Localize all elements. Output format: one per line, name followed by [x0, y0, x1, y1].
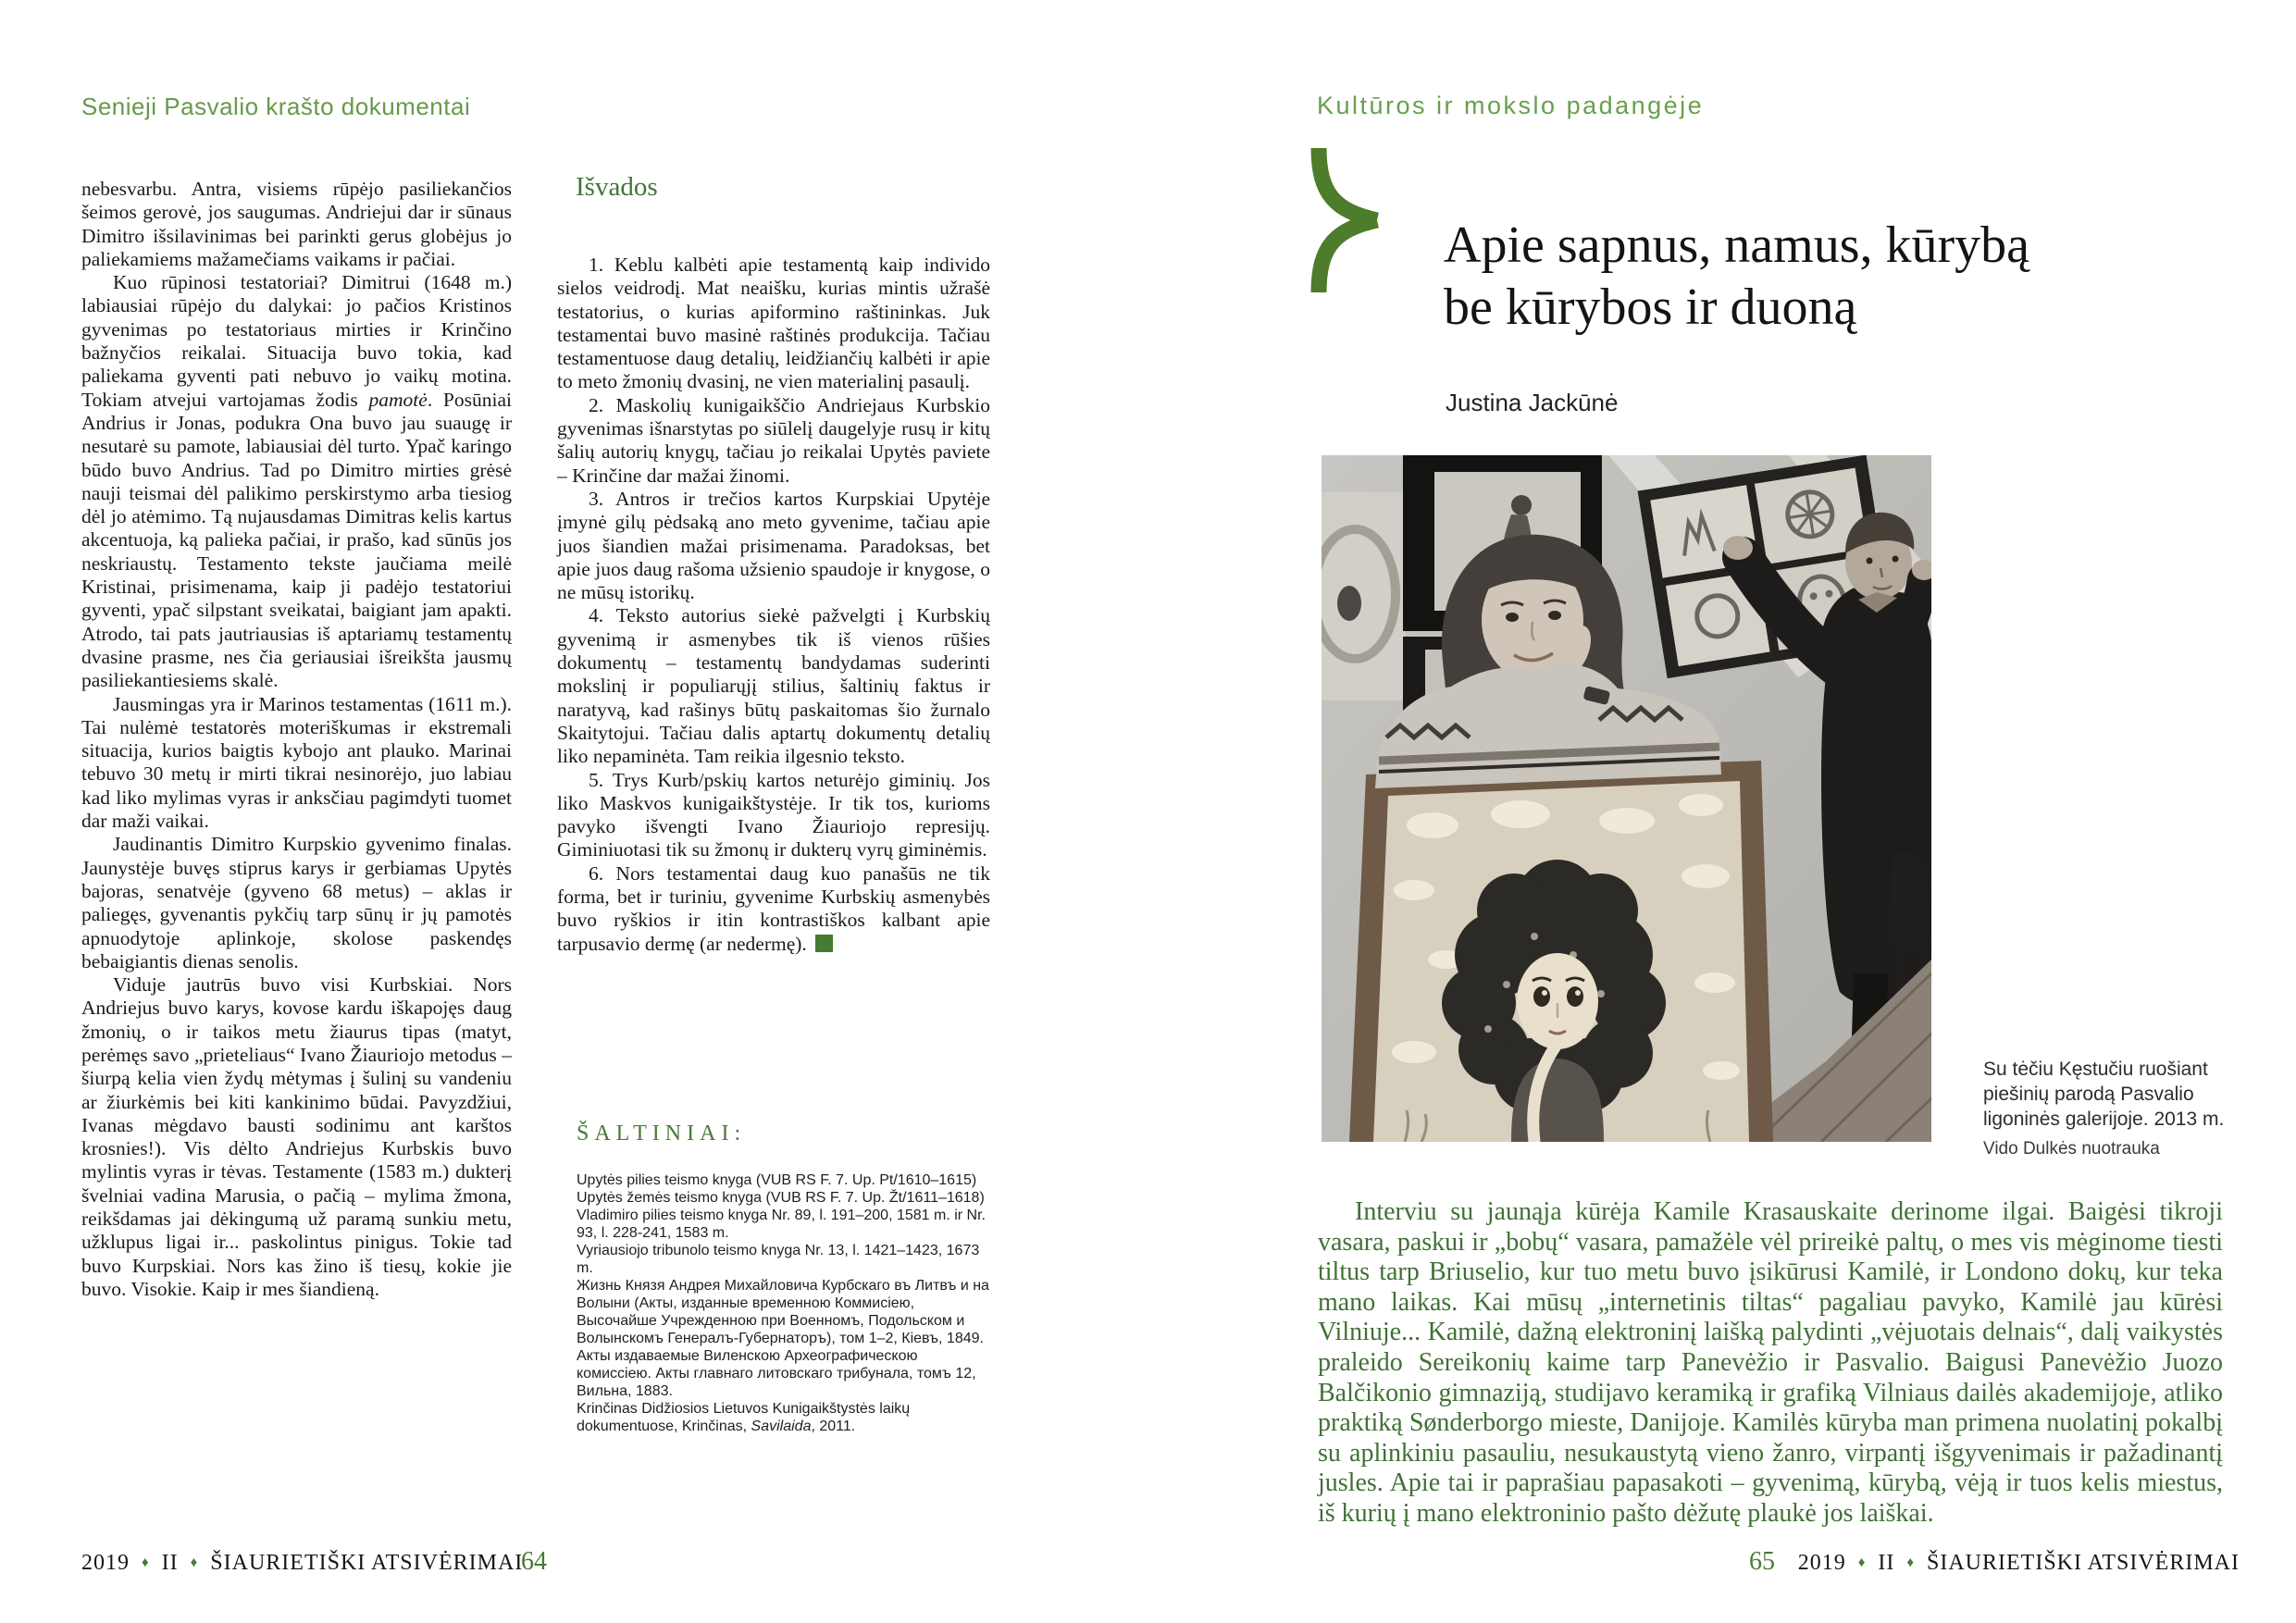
- footer-year: 2019: [1797, 1551, 1846, 1575]
- diamond-icon: ♦: [142, 1555, 150, 1570]
- conclusion-item: [557, 862, 990, 956]
- paragraph: Jausmingas yra ir Marinos testamentas (1611 m.). Tai nulėmė testatorės moteriškumas ir ekstremali situacija, kurios baigtis kybojo ant plauko. Marinai tebuvo 30 metų ir mirti tikrai nesinorėjo, juo labiau kad liko mylimas vyras ir anksčiau pagimdyti tuomet dar maži vaikai.: [81, 692, 512, 833]
- source-text: Krinčinas Didžiosios Lietuvos Kunigaikštystės laikų dokumentuose, Krinčinas,: [577, 1401, 911, 1434]
- author-byline: Justina Jackūnė: [1446, 389, 1619, 416]
- source-item: Акты издаваемые Виленскою Археографическою комиссіею. Акты главнаго литовскаго трибунала, томъ 12, Вильна, 1883.: [577, 1348, 976, 1399]
- paragraph-text: . Posūniai Andrius ir Jonas, podukra Ona buvo jau suaugę ir nesutarė su pamote, labiausiai dėl turto. Ypač karingo būdo buvo Andrius. Tad po Dimitro mirties grėsė nauji teismai dėl palikimo perskirstymo arba tiesiog dėl jo atėmimo. Tą nujausdamas Dimitras kelis kartus akcentuoja, ką palieka pačiai, ir prašo, kad sūnūs jos neskriaustų. Testamento tekste jaučiama meilė Kristinai, prisimenama, kaip ji padėjo testatoriui gyventi, ypač silpstant sveikatai, baigiant jam apakti. Atrodo, tai pats jautriausias iš aptariamų testamentų dvasine prasme, nes čia geriausiai išreikšta jausmų pasiliekantiesiems skalė.: [81, 388, 512, 692]
- diamond-icon: ♦: [190, 1555, 199, 1570]
- diamond-icon: ♦: [1906, 1555, 1915, 1570]
- diamond-icon: ♦: [1857, 1555, 1867, 1570]
- photo-credit: Vido Dulkės nuotrauka: [1983, 1139, 2160, 1158]
- page-number-right: 65: [1749, 1547, 1775, 1576]
- left-column-2: [557, 172, 990, 956]
- left-column-1: [81, 178, 512, 1301]
- footer-right: [1798, 1551, 2240, 1576]
- sources-heading: ŠALTINIAI:: [577, 1121, 747, 1146]
- italic-term: pamotė: [368, 388, 428, 411]
- conclusion-item: 2. Maskolių kunigaikščio Andriejaus Kurbskio gyvenimas išnarstytas po siūlelį daugelyje rusų ir kitų šalių autorių knygų, tačiau jo reikalai Upytės paviete – Krinčine dar mažai žinomi.: [557, 393, 990, 487]
- footer-left: [81, 1551, 523, 1576]
- paragraph: Viduje jautrūs buvo visi Kurbskiai. Nors Andriejus buvo karys, kovose kardu iškapojęs daug žmonių, o ir taikos metu žiaurus tipas (matyt, perėmęs savo „prieteliaus“ Ivano Žiauriojo metodus – šiurpą kelia vien žydų mėtymas į šulinį su vandeniu ar žiurkėmis bei kiti kankinimo būdai. Pavyzdžiui, Ivanas mėgdavo bausti sodinimu ant karštos krosnies!). Vis dėlto Andriejus Kurbskis buvo mylintis vyras ir tėvas. Testamente (1583 m.) dukterį švelniai vadina Marusia, o pačią – mylima žmona, reikšdamas jai dėkingumą už paramą sunkiu metu, užklupus ligai ir... paskolintus pinigus. Tokie tad buvo Kurpskiai. Nors kas žino iš tiesų, kokie jie buvo. Visokie. Kaip ir mes šiandieną.: [81, 973, 512, 1300]
- paragraph: nebesvarbu. Antra, visiems rūpėjo pasiliekančios šeimos gerovė, jos saugumas. Andriejui dar ir sūnaus Dimitro išsilavinimas bei parinkti gerus globėjus jo paliekamiems mažamečiams vaikams ir pačiai.: [81, 178, 512, 270]
- footer-journal-title: ŠIAURIETIŠKI ATSIVĖRIMAI: [210, 1551, 524, 1575]
- conclusion-item: 3. Antros ir trečios kartos Kurpskiai Upytėje įmynė gilų pėdsaką ano meto gyvenime, tačiau apie juos šiandien mažai prisimenama. Paradoksas, bet apie juos daug rašoma užsienio spaudoje ir knygose, o ne mūsų istorikų.: [557, 487, 990, 604]
- article-lead-paragraph: Interviu su jaunąja kūrėja Kamile Krasauskaite derinome ilgai. Baigėsi tikroji vasara, paskui ir „bobų“ vasara, pamažėle vėl prireikė paltų, o mes vis mėginome tiesti tiltus tarp Briuselio, kur tuo metu buvo įsikūrusi Kamilė, ir Londono dokų, kur teka mano laikas. Kai mūsų „internetinis tiltas“ pagaliau pavyko, Kamilė jau kūrėsi Vilniuje... Kamilė, dažną elektroninį laišką palydinti „vėjuotais delnais“, dalį vaikystės praleido Sereikonių kaime tarp Panevėžio ir Pasvalio. Baigusi Panevėžio Juozo Balčikonio gimnaziją, studijavo keramiką ir grafiką Vilniaus dailės akademijoje, atliko praktiką Sønderborgo mieste, Danijoje. Kamilės kūryba man primena nuolatinį pokalbį su aplinkiniu pasauliu, nesukaustytą vieno žanro, virpantį išgyvenimais ir pažadinantį jusles. Apie tai ir paprašiau papasakoti – gyvenimą, kūrybą, vėją ir tuos kelis miestus, iš kurių į mano elektroninio pašto dėžutę plaukė jos laiškai.: [1318, 1197, 2223, 1528]
- section-header-right: Kultūros ir mokslo padangėje: [1317, 92, 1705, 119]
- article-title-line1: Apie sapnus, namus, kūrybą: [1444, 217, 2030, 274]
- large-painting: [1349, 761, 1773, 1142]
- source-text: , 2011.: [811, 1419, 856, 1434]
- conclusions-heading: Išvados: [576, 172, 658, 202]
- footer-issue: II: [161, 1551, 179, 1575]
- footer-year: 2019: [81, 1551, 130, 1575]
- page-number-left: 64: [521, 1547, 547, 1576]
- conclusion-item: 5. Trys Kurb/pskių kartos neturėjo giminių. Jos liko Maskvos kunigaikštystėje. Ir tik tos, kurioms pavyko išvengti Ivano Žiauriojo represijų. Giminiuotasi tik su žmonų ir dukterų vyrų giminėmis.: [557, 768, 990, 861]
- conclusion-item: 4. Teksto autorius siekė pažvelgti į Kurbskių gyvenimą ir asmenybes tik iš vienos rūšies dokumentų – testamentų bandydamas suderinti mokslinį ir populiarųjį stilius, šaltinių faktus ir naratyvą, kad rašinys būtų paskaitomas šio žurnalo Skaitytojui. Tačiau dalis aptartų dokumentų detalių liko nepaminėta. Tam reikia ilgesnio teksto.: [557, 604, 990, 768]
- article-title-line2: be kūrybos ir duoną: [1444, 279, 1857, 336]
- footer-journal-title: ŠIAURIETIŠKI ATSIVĖRIMAI: [1927, 1551, 2240, 1575]
- paragraph-text: Kuo rūpinosi testatoriai? Dimitrui (1648 m.) labiausiai rūpėjo du dalykai: jo pačios Kristinos gyvenimas po testatoriaus mirties ir Krinčino bažnyčios reikalai. Situacija buvo tokia, kad paliekama gyventi pati nebuvo jo vaikų motina. Tokiam atvejui vartojamas žodis: [81, 271, 512, 411]
- italic-term: Savilaida: [751, 1419, 812, 1434]
- section-header-left: Senieji Pasvalio krašto dokumentai: [81, 93, 471, 120]
- conclusion-item: 1. Keblu kalbėti apie testamentą kaip individo sielos veidrodį. Mat neaišku, kurias mintis užrašė testatorius, o kurias apiformino raštininkas. Juk testamentai buvo masinė raštinės produkcija. Tačiau testamentuose daug detalių, leidžiančių kalbėti ir apie to meto žmonių dvasinį, ne vien materialinį pasaulį.: [557, 254, 990, 393]
- source-item: Vladimiro pilies teismo knyga Nr. 89, l. 191–200, 1581 m. ir Nr. 93, l. 228-241, 1583 m.: [577, 1208, 986, 1241]
- paragraph: Jaudinantis Dimitro Kurpskio gyvenimo finalas. Jaunystėje buvęs stiprus karys ir gerbiamas Upytės bajoras, senatvėje (gyveno 68 metus) – aklas ir paliegęs, gyvenantis pykčių tarp sūnų ir jų pamotės apnuodytoje aplinkoje, skolose paskendęs bebaigiantis dienas senolis.: [81, 833, 512, 973]
- paragraph: [81, 271, 512, 692]
- source-item: Жизнь Князя Андрея Михайловича Курбскаго въ Литвъ и на Волыни (Акты, изданные временною Коммисіею, Высочайше Учрежденною при Военномъ, Подольском и Волынскомъ Генералъ-Губернаторъ), том 1–2, Кіевъ, 1849.: [577, 1278, 989, 1346]
- source-item: Upytės žemės teismo knyga (VUB RS F. 7. Up. Žt/1611–1618): [577, 1190, 985, 1206]
- sources-list: [577, 1171, 993, 1435]
- source-item: Vyriausiojo tribunolo teismo knyga Nr. 13, l. 1421–1423, 1673 m.: [577, 1243, 980, 1276]
- source-item: [577, 1400, 993, 1435]
- angle-bracket-icon: [1307, 144, 1384, 296]
- footer-issue: II: [1878, 1551, 1895, 1575]
- photo-caption: [1983, 1057, 2265, 1161]
- article-title: [1444, 215, 2296, 339]
- article-end-square-icon: [815, 935, 833, 952]
- photo-caption-text: Su tėčiu Kęstučiu ruošiant piešinių parodą Pasvalio ligoninės galerijoje. 2013 m.: [1983, 1059, 2225, 1130]
- source-item: Upytės pilies teismo knyga (VUB RS F. 7. Up. Pt/1610–1615): [577, 1172, 977, 1188]
- conclusion-text: 6. Nors testamentai daug kuo panašūs ne tik forma, bet ir turiniu, gyvenime Kurbskių asmenybės buvo ryškios ir itin kontrastiškos kalbant apie tarpusavio dermę (ar nedermę).: [557, 861, 990, 955]
- exhibition-photo: [1322, 455, 1931, 1142]
